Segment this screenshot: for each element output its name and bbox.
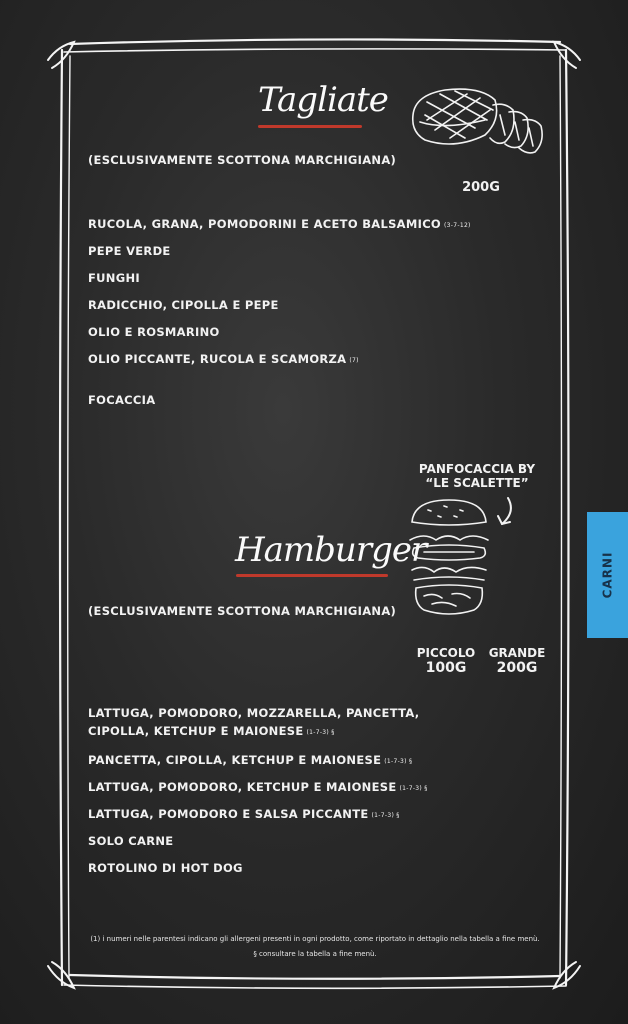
footnote-table: § consultare la tabella a fine menù. <box>253 950 377 958</box>
item-allergens: (3-7-12) <box>444 222 471 229</box>
item-name: LATTUGA, POMODORO, KETCHUP E MAIONESE <box>88 780 397 794</box>
size-piccolo <box>412 646 480 675</box>
item-allergens: (1-7-3) § <box>306 729 335 736</box>
size-label: PICCOLO <box>416 646 476 660</box>
tagliate-underline <box>258 125 362 128</box>
hamburger-underline <box>236 574 388 577</box>
item-allergens: (7) <box>349 357 359 364</box>
item-name: FUNGHI <box>88 271 140 285</box>
size-label: GRANDE <box>488 646 546 660</box>
hamburger-item <box>88 832 173 850</box>
item-name: CIPOLLA, KETCHUP E MAIONESE <box>88 724 304 738</box>
item-name: RADICCHIO, CIPOLLA E PEPE <box>88 298 279 312</box>
item-allergens: (1-7-3) § <box>371 812 400 819</box>
hamburger-item <box>88 805 400 825</box>
curved-arrow-icon <box>494 496 516 530</box>
size-grande <box>484 646 550 675</box>
hamburger-item <box>88 778 428 798</box>
steak-icon <box>405 80 550 160</box>
hamburger-item <box>88 859 243 877</box>
item-name: RUCOLA, GRANA, POMODORINI E ACETO BALSAMICO <box>88 217 442 231</box>
hamburger-title: Hamburger <box>235 530 427 570</box>
footnote-allergens: (1) i numeri nelle parentesi indicano gli allergeni presenti in ogni prodotto, come riportato in dettaglio nella tabella a fine menù. <box>90 935 540 943</box>
panfocaccia-note: PANFOCACCIA BY “LE SCALETTE” <box>418 462 536 490</box>
tagliate-item <box>88 323 220 341</box>
hamburger-item <box>88 704 419 742</box>
size-weight: 200G <box>496 660 538 676</box>
tagliate-item <box>88 350 359 370</box>
tagliate-item <box>88 215 471 235</box>
size-weight: 100G <box>425 660 467 676</box>
hamburger-subtitle: (ESCLUSIVAMENTE SCOTTONA MARCHIGIANA) <box>88 604 397 618</box>
item-name: ROTOLINO DI HOT DOG <box>88 861 243 875</box>
item-name: PANCETTA, CIPOLLA, KETCHUP E MAIONESE <box>88 753 382 767</box>
item-name: SOLO CARNE <box>88 834 174 848</box>
item-name: OLIO PICCANTE, RUCOLA E SCAMORZA <box>88 352 347 366</box>
tagliate-item <box>88 296 279 314</box>
item-name: FOCACCIA <box>88 393 156 407</box>
tagliate-size-label: 200G <box>462 180 500 195</box>
item-allergens: (1-7-3) § <box>399 785 428 792</box>
tagliate-subtitle: (ESCLUSIVAMENTE SCOTTONA MARCHIGIANA) <box>88 153 397 167</box>
item-name: PEPE VERDE <box>88 244 171 258</box>
hamburger-item <box>88 751 412 771</box>
section-tab-carni[interactable] <box>587 512 628 638</box>
item-allergens: (1-7-3) § <box>384 758 413 765</box>
tagliate-title: Tagliate <box>258 80 388 120</box>
item-name: LATTUGA, POMODORO E SALSA PICCANTE <box>88 807 369 821</box>
tagliate-item <box>88 242 171 260</box>
item-name: OLIO E ROSMARINO <box>88 325 220 339</box>
tagliate-item <box>88 391 155 409</box>
tagliate-item <box>88 269 140 287</box>
item-line: LATTUGA, POMODORO, MOZZARELLA, PANCETTA, <box>88 706 420 720</box>
section-tab-label: CARNI <box>600 551 615 599</box>
